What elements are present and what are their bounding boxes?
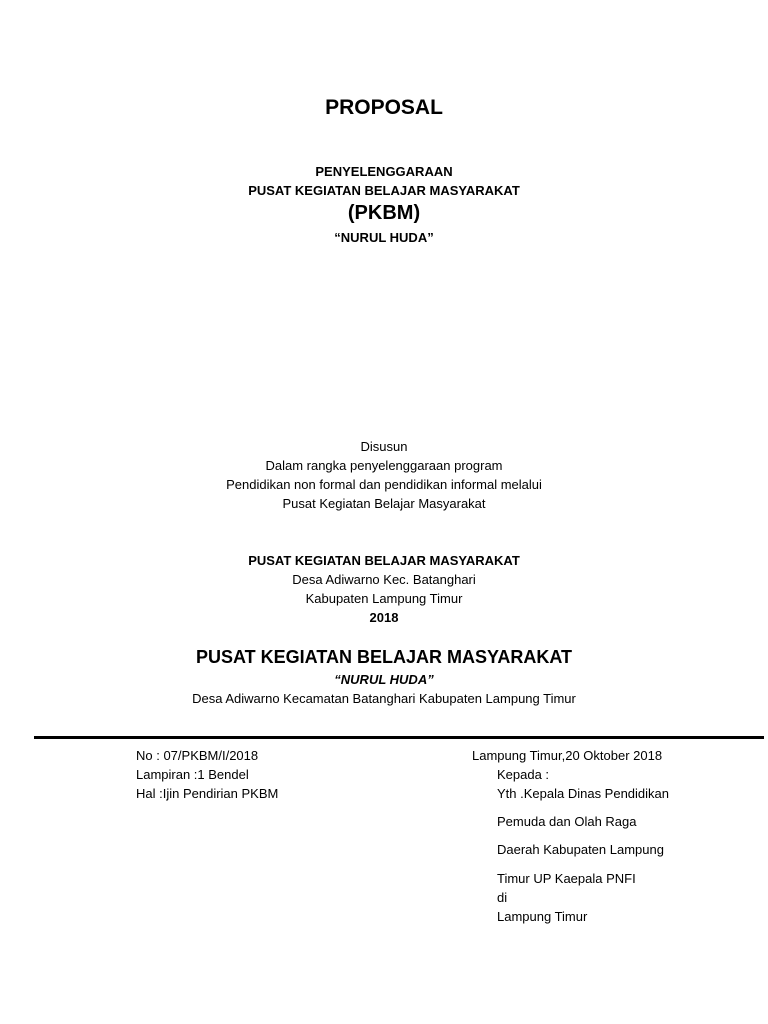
letter-kepada: Kepada : bbox=[497, 767, 550, 782]
disusun-line: Pendidikan non formal dan pendidikan informal melalui bbox=[226, 477, 542, 492]
institution-name: “NURUL HUDA” bbox=[334, 230, 434, 245]
disusun-line: Dalam rangka penyelenggaraan program bbox=[265, 458, 503, 473]
letter-number: No : 07/PKBM/I/2018 bbox=[136, 748, 259, 763]
letter-attachment: Lampiran :1 Bendel bbox=[136, 767, 249, 782]
org-address-village: Desa Adiwarno Kec. Batanghari bbox=[292, 572, 476, 587]
org-title: PUSAT KEGIATAN BELAJAR MASYARAKAT bbox=[248, 553, 520, 568]
subtitle-penyelenggaraan: PENYELENGGARAAN bbox=[315, 164, 453, 179]
cover-year: 2018 bbox=[369, 610, 399, 625]
recipient-line: Daerah Kabupaten Lampung bbox=[497, 842, 664, 857]
letterhead-name: “NURUL HUDA” bbox=[334, 672, 434, 687]
letter-subject: Hal :Ijin Pendirian PKBM bbox=[136, 786, 279, 801]
letterhead-title: PUSAT KEGIATAN BELAJAR MASYARAKAT bbox=[195, 647, 572, 667]
org-address-regency: Kabupaten Lampung Timur bbox=[305, 591, 463, 606]
letterhead-divider bbox=[34, 736, 764, 739]
recipient-line: Yth .Kepala Dinas Pendidikan bbox=[497, 786, 670, 801]
letter-place-date: Lampung Timur,20 Oktober 2018 bbox=[472, 748, 663, 763]
disusun-line: Pusat Kegiatan Belajar Masyarakat bbox=[282, 496, 486, 511]
recipient-line: di bbox=[497, 890, 508, 905]
recipient-line: Timur UP Kaepala PNFI bbox=[497, 871, 636, 886]
subtitle-acronym: (PKBM) bbox=[347, 202, 421, 224]
disusun-line: Disusun bbox=[360, 439, 408, 454]
recipient-line: Pemuda dan Olah Raga bbox=[497, 814, 637, 829]
document-title: PROPOSAL bbox=[325, 96, 443, 119]
letterhead-address: Desa Adiwarno Kecamatan Batanghari Kabupaten Lampung Timur bbox=[192, 691, 576, 706]
recipient-line: Lampung Timur bbox=[497, 909, 588, 924]
subtitle-pkbm-full: PUSAT KEGIATAN BELAJAR MASYARAKAT bbox=[248, 183, 520, 198]
